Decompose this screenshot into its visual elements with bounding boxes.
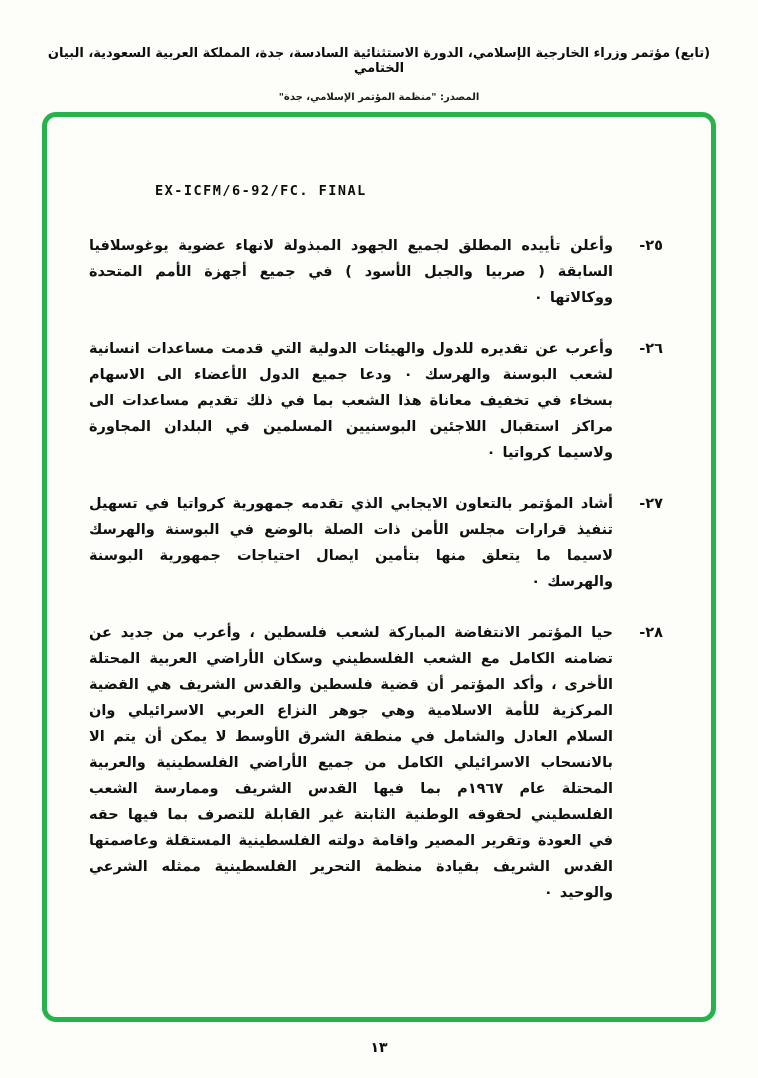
paragraph [89,233,663,311]
paragraph [89,620,663,906]
header-source: المصدر: "منظمة المؤتمر الإسلامي، جدة" [278,92,480,103]
header-title: (تابع) مؤتمر وزراء الخارجية الإسلامي، الدورة الاستثنائية السادسة، جدة، المملكة العربية السعودية، البيان الختامي [47,46,711,76]
paragraph-number: ٢٨- [639,625,663,641]
paragraph-number: ٢٥- [639,238,663,254]
page-number: ١٣ [370,1040,388,1056]
paragraph-text: وأعلن تأييده المطلق لجميع الجهود المبذولة لانهاء عضوية يوغوسلافيا السابقة ( صربيا والجبل الأسود ) في جميع أجهزة الأمم المتحدة ووكالاتها ٠ [89,238,613,306]
paragraph-text: وأعرب عن تقديره للدول والهيئات الدولية التي قدمت مساعدات انسانية لشعب البوسنة والهرسك ٠ ودعا جميع الدول الأعضاء الى الاسهام بسخاء في تخفيف معاناة هذا الشعب بما في ذلك تقديم مساعدات الى مراكز استقبال اللاجئين البوسنيين المسلمين في البلدان المجاورة ولاسيما كرواتيا ٠ [89,341,613,461]
paragraph-number: ٢٦- [639,341,663,357]
paragraph [89,491,663,595]
paragraph-text: حيا المؤتمر الانتفاضة المباركة لشعب فلسطين ، وأعرب من جديد عن تضامنه الكامل مع الشعب الفلسطيني وسكان الأراضي العربية المحتلة الأخرى ، وأكد المؤتمر أن قضية فلسطين والقدس الشريف هي القضية المركزية للأمة الاسلامية وهي جوهر النزاع العربي الاسرائيلي وان السلام العادل والشامل في منطقة الشرق الأوسط لا يمكن أن يتم الا بالانسحاب الاسرائيلي الكامل من جميع الأراضي الفلسطينية والعربية المحتلة عام ١٩٦٧م بما فيها القدس الشريف وممارسة الشعب الفلسطيني لحقوقه الوطنية الثابتة غير القابلة للتصرف بما فيها حقه في العودة وتقرير المصير واقامة دولته الفلسطينية المستقلة وعاصمتها القدس الشريف بقيادة منظمة التحرير الفلسطينية ممثله الشرعي والوحيد ٠ [89,625,613,901]
paragraph-list [89,233,663,906]
paragraph [89,336,663,466]
document-reference: EX-ICFM/6-92/FC. FINAL [155,183,367,199]
content-frame [42,112,716,1022]
document-header [30,46,728,103]
paragraph-number: ٢٧- [639,496,663,512]
paragraph-text: أشاد المؤتمر بالتعاون الايجابي الذي تقدمه جمهورية كرواتيا في تسهيل تنفيذ قرارات مجلس الأمن ذات الصلة بالوضع في البوسنة والهرسك لاسيما ما يتعلق منها بتأمين ايصال احتياجات جمهورية البوسنة والهرسك ٠ [89,496,613,590]
